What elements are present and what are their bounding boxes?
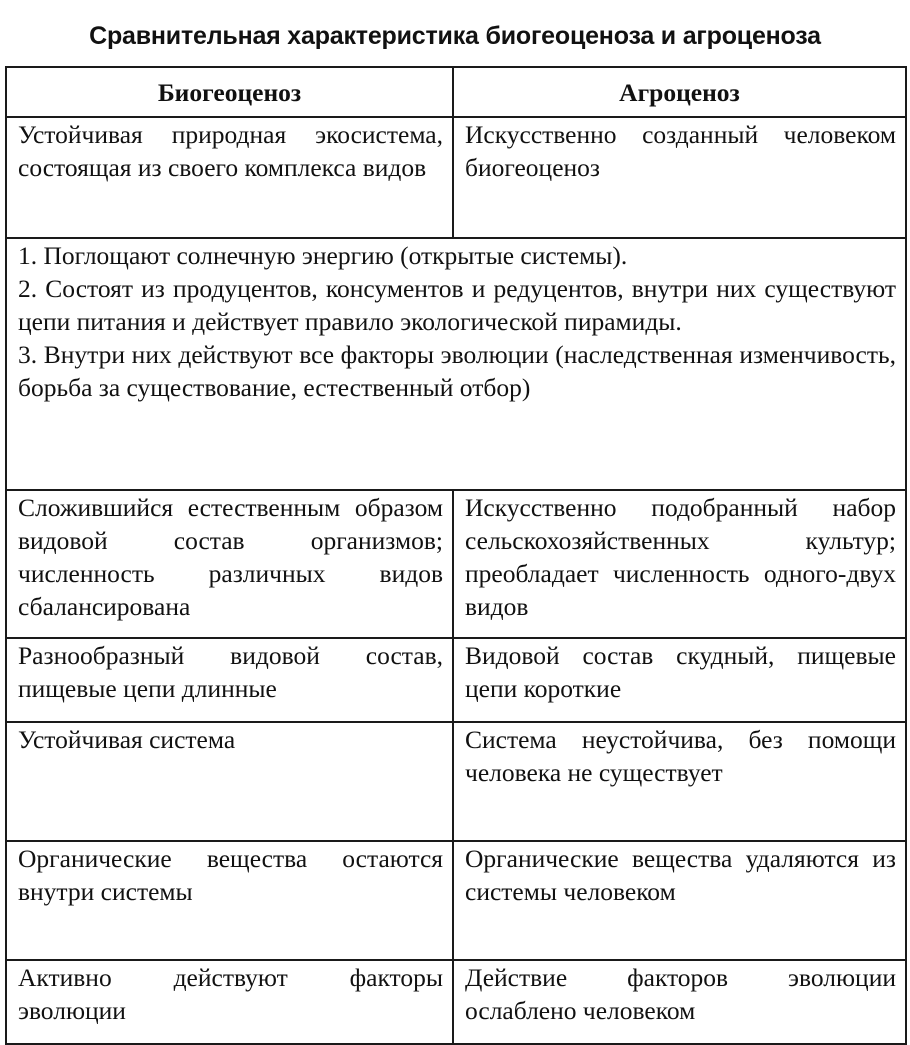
header-agrocenosis: Агроценоз: [453, 67, 906, 117]
table-row: [6, 117, 906, 238]
common-feature-2: 2. Состоят из продуцентов, консументов и редуцентов, внутри них существуют цепи питания и действует правило экологической пирамиды.: [18, 274, 896, 336]
comparison-table: [5, 66, 907, 1045]
diversity-bio: Разнообразный видовой состав, пищевые цепи длинные: [6, 638, 453, 722]
evolution-factors-agro: Действие факторов эволюции ослаблено человеком: [453, 960, 906, 1044]
organic-matter-agro: Органические вещества удаляются из системы человеком: [453, 841, 906, 960]
header-biogeocenosis: Биогеоценоз: [6, 67, 453, 117]
organic-matter-bio: Органические вещества остаются внутри системы: [6, 841, 453, 960]
table-row: [6, 490, 906, 638]
evolution-factors-bio: Активно действуют факторы эволюции: [6, 960, 453, 1044]
table-row: [6, 841, 906, 960]
page-title: Сравнительная характеристика биогеоценоза и агроценоза: [89, 22, 821, 50]
biogeocenosis-definition: Устойчивая природная экосистема, состоящая из своего комплекса видов: [6, 117, 453, 238]
table-row: [6, 722, 906, 841]
diversity-agro: Видовой состав скудный, пищевые цепи короткие: [453, 638, 906, 722]
common-features-row: [6, 238, 906, 490]
table-row: [6, 960, 906, 1044]
common-features: [6, 238, 906, 490]
species-composition-agro: Искусственно подобранный набор сельскохозяйственных культур; преобладает численность одного-двух видов: [453, 490, 906, 638]
table-header-row: [6, 67, 906, 117]
species-composition-bio: Сложившийся естественным образом видовой состав организмов; численность различных видов сбалансирована: [6, 490, 453, 638]
common-feature-3: 3. Внутри них действуют все факторы эволюции (наследственная изменчивость, борьба за существование, естественный отбор): [18, 340, 896, 402]
table-row: [6, 638, 906, 722]
agrocenosis-definition: Искусственно созданный человеком биогеоценоз: [453, 117, 906, 238]
common-feature-1: 1. Поглощают солнечную энергию (открытые системы).: [18, 241, 628, 270]
stability-bio: Устойчивая система: [6, 722, 453, 841]
stability-agro: Система неустойчива, без помощи человека не существует: [453, 722, 906, 841]
